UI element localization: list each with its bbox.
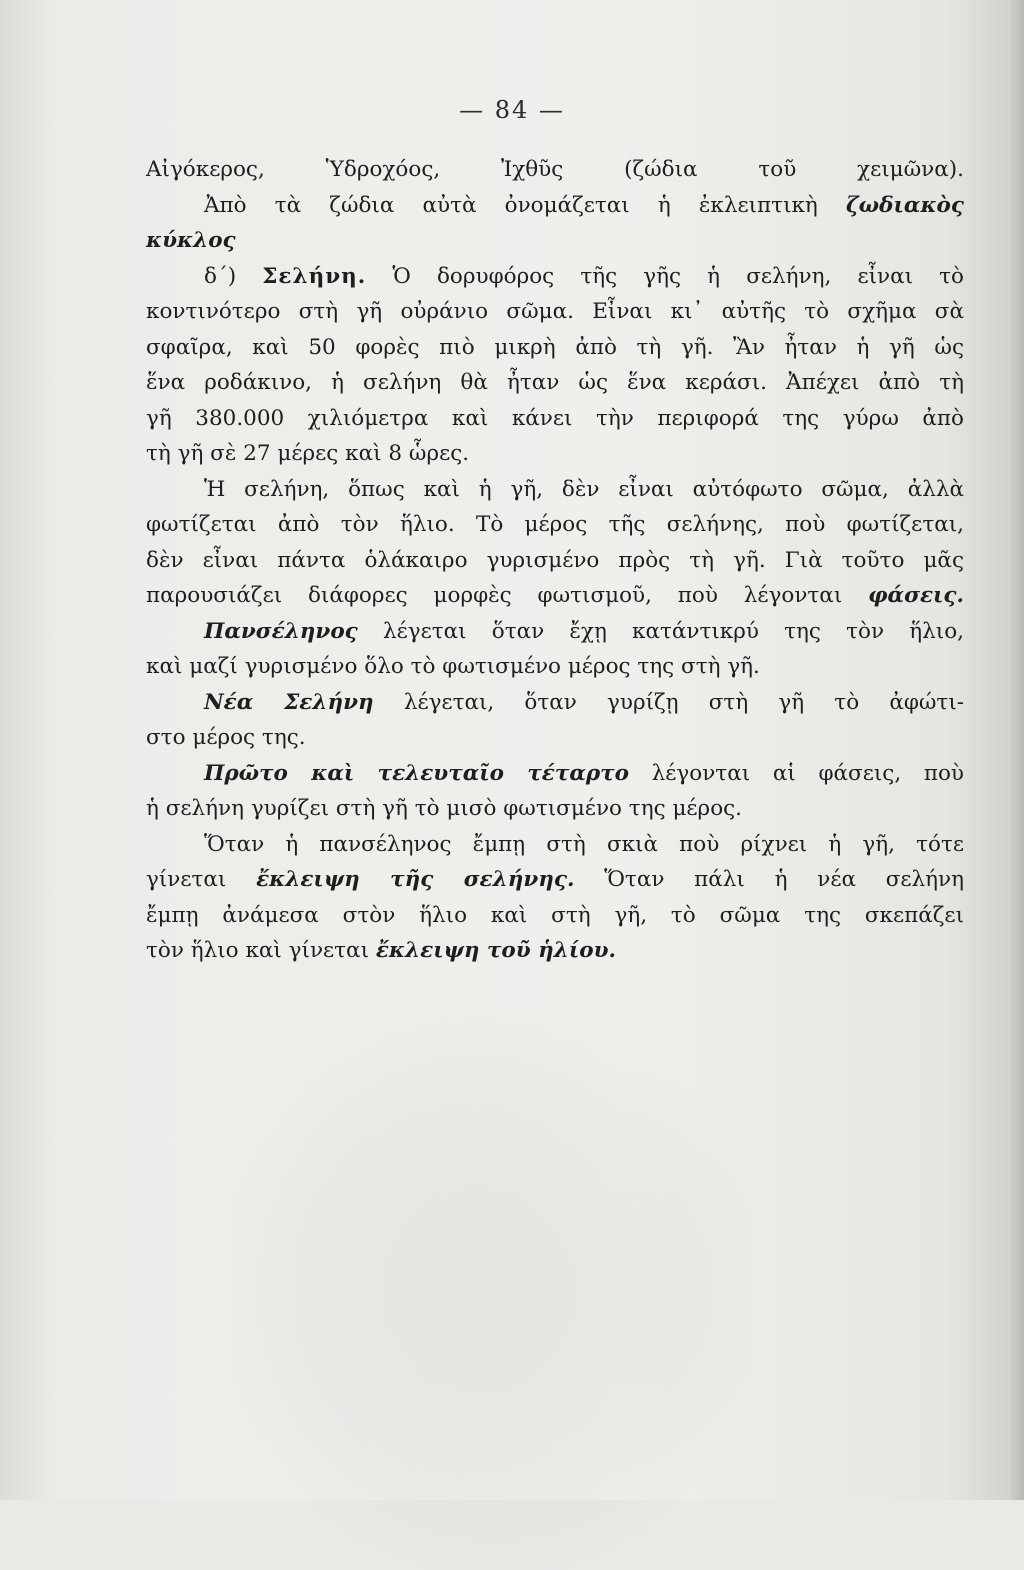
emphasized-term: Πανσέληνος xyxy=(204,618,358,644)
text-line xyxy=(146,933,964,969)
text-run: λέγονται αἱ φάσεις, ποὺ xyxy=(628,760,964,786)
text-line: σφαῖρα, καὶ 50 φορὲς πιὸ μικρὴ ἀπὸ τὴ γῆ. Ἂν ἦταν ἡ γῆ ὡς xyxy=(146,334,964,360)
text-line: κοντινότερο στὴ γῆ οὐράνιο σῶμα. Εἶναι κι᾽ αὐτῆς τὸ σχῆμα σὰ xyxy=(146,299,964,324)
text-run: δ΄) xyxy=(204,263,263,289)
text-line: στο μέρος της. xyxy=(146,725,306,750)
text-line: Ἡ σελήνη, ὅπως καὶ ἡ γῆ, δὲν εἶναι αὐτόφωτο σῶμα, ἀλλὰ xyxy=(204,476,964,502)
text-line xyxy=(146,259,964,295)
text-run: λέγεται ὅταν ἔχῃ κατάντικρύ της τὸν ἥλιο, xyxy=(357,618,964,644)
text-run: γίνεται xyxy=(146,867,257,892)
text-line: καὶ μαζί γυρισμένο ὅλο τὸ φωτισμένο μέρος της στὴ γῆ. xyxy=(146,654,760,679)
text-line xyxy=(146,188,964,224)
text-line: Ὅταν ἡ πανσέληνος ἔμπῃ στὴ σκιὰ ποὺ ρίχνει ἡ γῆ, τότε xyxy=(204,831,964,857)
emphasized-term: ζωδιακὸς xyxy=(845,192,964,218)
show-through-image xyxy=(235,1010,755,1570)
text-run: Ὅταν πάλι ἡ νέα σελήνη xyxy=(574,867,964,892)
page-number: — 84 — xyxy=(459,96,565,124)
emphasized-term: Νέα Σελήνη xyxy=(204,689,374,715)
body-text xyxy=(146,152,964,969)
page-edge-shadow xyxy=(1010,0,1024,1500)
emphasized-term: Σελήνη. xyxy=(262,263,367,289)
text-run: τὸν ἥλιο καὶ γίνεται xyxy=(146,938,376,963)
text-run: λέγεται, ὅταν γυρίζῃ στὴ γῆ τὸ ἀφώτι- xyxy=(373,689,965,715)
text-run: παρουσιάζει διάφορες μορφὲς φωτισμοῦ, ποὺ λέγονται xyxy=(146,583,869,608)
emphasized-term: Πρῶτο καὶ τελευταῖο τέταρτο xyxy=(204,760,629,786)
text-line: ἕνα ροδάκινο, ἡ σελήνη θὰ ἦταν ὡς ἕνα κεράσι. Ἀπέχει ἀπὸ τὴ xyxy=(146,370,964,395)
text-run: Ὁ δορυφόρος τῆς γῆς ἡ σελήνη, εἶναι τὸ xyxy=(366,263,964,289)
text-line: γῆ 380.000 χιλιόμετρα καὶ κάνει τὴν περιφορά της γύρω ἀπὸ xyxy=(146,405,964,431)
text-run: Ἀπὸ τὰ ζώδια αὐτὰ ὀνομάζεται ἡ ἐκλειπτικὴ xyxy=(204,192,846,218)
text-line: φωτίζεται ἀπὸ τὸν ἥλιο. Τὸ μέρος τῆς σελήνης, ποὺ φωτίζεται, xyxy=(146,512,964,537)
text-line xyxy=(146,685,964,721)
text-line: τὴ γῆ σὲ 27 μέρες καὶ 8 ὧρες. xyxy=(146,441,470,466)
text-line xyxy=(146,862,964,898)
emphasized-term: φάσεις. xyxy=(868,583,964,608)
text-line xyxy=(146,614,964,650)
emphasized-term: ἔκλειψη τῆς σελήνης. xyxy=(256,867,575,892)
text-line xyxy=(146,223,964,259)
emphasized-term: ἔκλειψη τοῦ ἡλίου. xyxy=(375,938,617,963)
text-line: ἔμπῃ ἀνάμεσα στὸν ἥλιο καὶ στὴ γῆ, τὸ σῶμα της σκεπάζει xyxy=(146,902,964,928)
text-line xyxy=(146,578,964,614)
emphasized-term: κύκλος xyxy=(146,228,236,253)
text-line xyxy=(146,756,964,792)
text-line: ἡ σελήνη γυρίζει στὴ γῆ τὸ μισὸ φωτισμένο της μέρος. xyxy=(146,796,743,821)
text-line: Αἰγόκερος, Ὑδροχόος, Ἰχθῦς (ζώδια τοῦ χειμῶνα). xyxy=(146,157,964,182)
text-line: δὲν εἶναι πάντα ὁλάκαιρο γυρισμένο πρὸς τὴ γῆ. Γιὰ τοῦτο μᾶς xyxy=(146,547,964,573)
